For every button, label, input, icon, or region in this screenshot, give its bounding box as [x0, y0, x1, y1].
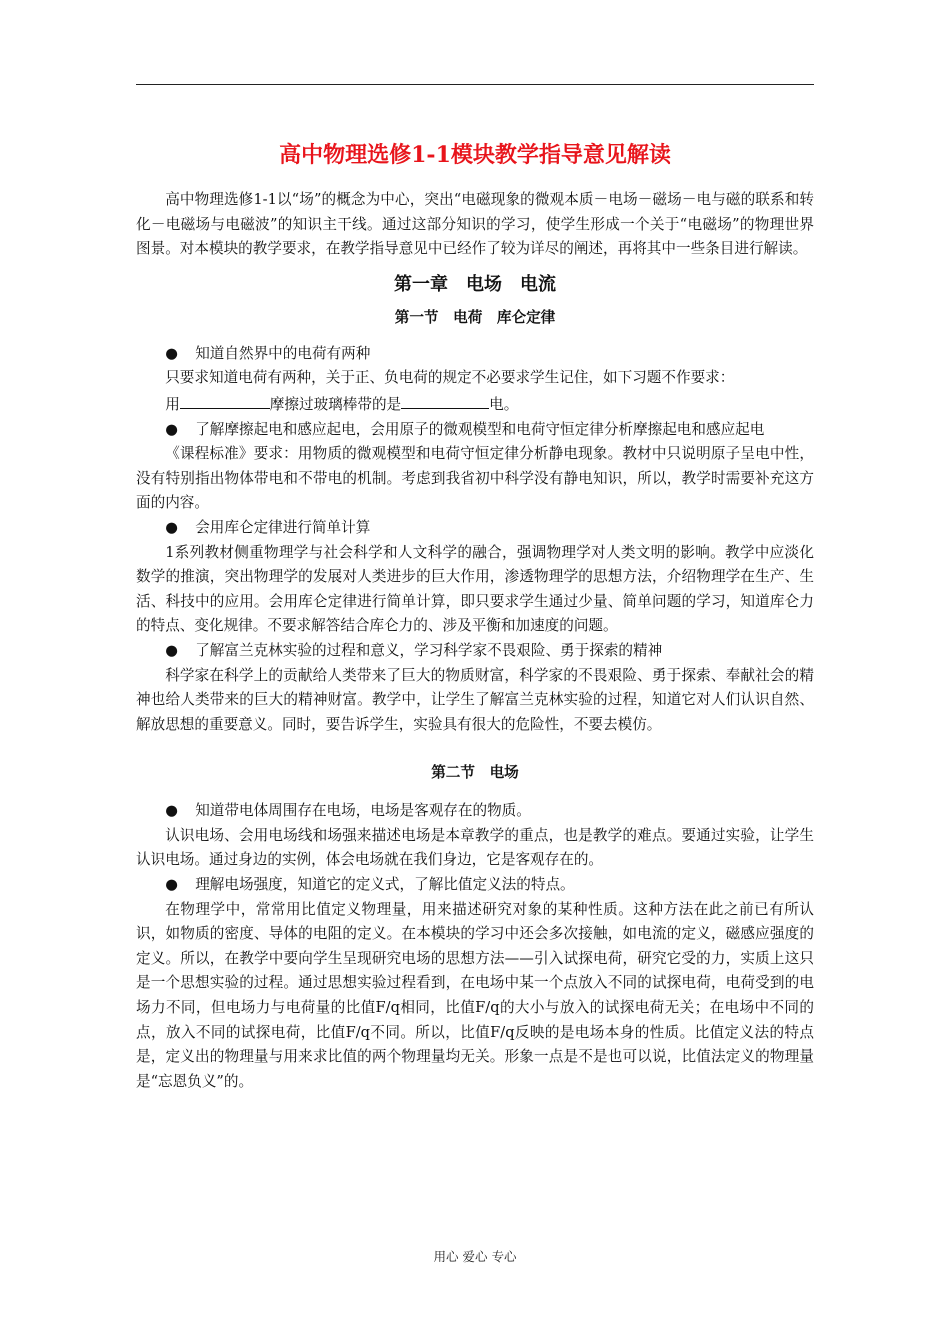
- bullet-item: [136, 799, 814, 824]
- body-paragraph: 认识电场、会用电场线和场强来描述电场是本章教学的重点，也是教学的难点。要通过实验，让学生认识电场。通过身边的实例，体会电场就在我们身边，它是客观存在的。: [136, 826, 814, 869]
- page-footer: 用心 爱心 专心: [433, 1249, 517, 1264]
- bullet-icon: ●: [165, 344, 178, 362]
- body-paragraph: 只要求知道电荷有两种，关于正、负电荷的规定不必要求学生记住，如下习题不作要求：: [165, 369, 735, 387]
- bullet-icon: ●: [165, 802, 178, 820]
- bullet-text: 知道带电体周围存在电场，电场是客观存在的物质。: [195, 802, 531, 820]
- answer-blank: [180, 391, 270, 409]
- body-paragraph: 1系列教材侧重物理学与社会科学和人文科学的融合，强调物理学对人类文明的影响。教学中应淡化数学的推演，突出物理学的发展对人类进步的巨大作用，渗透物理学的思想方法，介绍物理学在生产、生活、科技中的应用。会用库仑定律进行简单计算，即只要求学生通过少量、简单问题的学习，知道库仑力的特点、变化规律。不要求解答结合库仑力的、涉及平衡和加速度的问题。: [136, 543, 814, 635]
- answer-blank: [401, 391, 489, 409]
- bullet-text: 了解摩擦起电和感应起电，会用原子的微观模型和电荷守恒定律分析摩擦起电和感应起电: [195, 420, 765, 438]
- bullet-item: [136, 418, 814, 443]
- exercise-text: 用: [165, 395, 180, 413]
- bullet-icon: ●: [165, 641, 178, 659]
- intro-paragraph: 高中物理选修1-1以“场”的概念为中心，突出“电磁现象的微观本质－电场－磁场－电与磁的联系和转化－电磁场与电磁波”的知识主干线。通过这部分知识的学习，使学生形成一个关于“电磁场”的物理世界图景。对本模块的教学要求，在教学指导意见中已经作了较为详尽的阐述，再将其中一些条目进行解读。: [136, 191, 814, 258]
- exercise-text: 摩擦过玻璃棒带的是: [269, 395, 402, 413]
- bullet-icon: ●: [165, 876, 178, 894]
- body-paragraph: 在物理学中，常常用比值定义物理量，用来描述研究对象的某种性质。这种方法在此之前已有所认识，如物质的密度、导体的电阻的定义。在本模块的学习中还会多次接触，如电流的定义，磁感应强度的定义。所以，在教学中要向学生呈现研究电场的思想方法——引入试探电荷，研究它受的力，实质上这只是一个思想实验的过程。通过思想实验过程看到，在电场中某一个点放入不同的试探电荷，电荷受到的电场力不同，但电场力与电荷量的比值F/q相同，比值F/q的大小与放入的试探电荷无关；在电场中不同的点，放入不同的试探电荷，比值F/q不同。所以，比值F/q反映的是电场本身的性质。比值定义法的特点是，定义出的物理量与用来求比值的两个物理量均无关。形象一点是不是也可以说，比值法定义的物理量是“忘恩负义”的。: [136, 900, 814, 1090]
- document-title: 高中物理选修1-1模块教学指导意见解读: [279, 142, 671, 168]
- fill-in-exercise: [136, 391, 814, 418]
- body-paragraph: 《课程标准》要求：用物质的微观模型和电荷守恒定律分析静电现象。教材中只说明原子呈电中性，没有特别指出物体带电和不带电的机制。考虑到我省初中科学没有静电知识，所以，教学时需要补充这方面的内容。: [136, 445, 814, 512]
- bullet-item: [136, 873, 814, 898]
- document-body: [136, 140, 814, 1094]
- bullet-icon: ●: [165, 518, 178, 536]
- chapter-heading: 第一章 电场 电流: [394, 273, 556, 295]
- bullet-text: 知道自然界中的电荷有两种: [195, 344, 371, 362]
- bullet-item: [136, 639, 814, 664]
- bullet-text: 理解电场强度，知道它的定义式，了解比值定义法的特点。: [195, 876, 575, 894]
- section-heading-1: 第一节 电荷 库仑定律: [394, 308, 556, 326]
- bullet-icon: ●: [165, 420, 178, 438]
- header-rule: [136, 84, 814, 85]
- bullet-text: 会用库仑定律进行简单计算: [195, 518, 371, 536]
- bullet-item: [136, 342, 814, 367]
- bullet-item: [136, 516, 814, 541]
- section-heading-2: 第二节 电场: [431, 764, 519, 782]
- body-paragraph: 科学家在科学上的贡献给人类带来了巨大的物质财富，科学家的不畏艰险、勇于探索、奉献社会的精神也给人类带来的巨大的精神财富。教学中，让学生了解富兰克林实验的过程，知道它对人们认识自然、解放思想的重要意义。同时，要告诉学生，实验具有很大的危险性，不要去模仿。: [136, 666, 814, 733]
- bullet-text: 了解富兰克林实验的过程和意义，学习科学家不畏艰险、勇于探索的精神: [195, 641, 663, 659]
- exercise-text: 电。: [489, 395, 519, 413]
